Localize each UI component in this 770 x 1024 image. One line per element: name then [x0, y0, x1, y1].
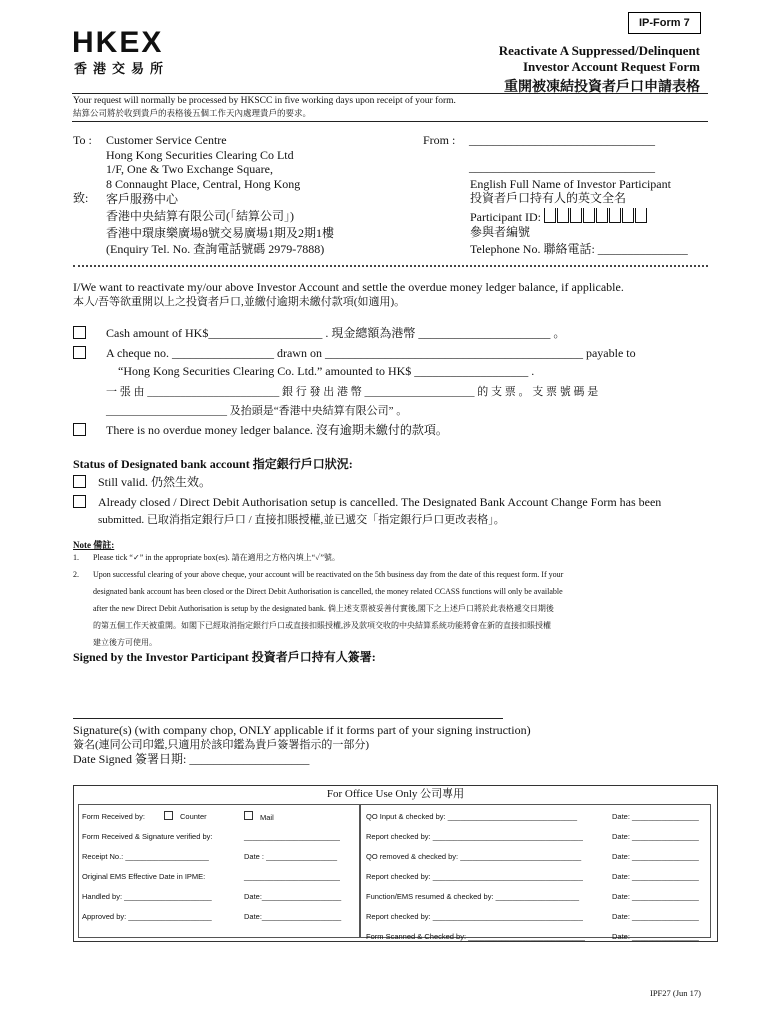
participant-id-digit-box[interactable]	[596, 208, 608, 223]
participant-id-row	[470, 208, 648, 225]
signature-line[interactable]	[73, 718, 503, 719]
form-title-line1: Reactivate A Suppressed/Delinquent	[498, 43, 700, 58]
signature-heading: Signed by the Investor Participant 投資者戶口持有人簽署:	[73, 650, 376, 664]
no-overdue-checkbox[interactable]	[73, 423, 86, 436]
office-use-heading: For Office Use Only 公司專用	[326, 788, 465, 800]
report-checked-date[interactable]: Date: ________________	[612, 872, 699, 881]
cheque-checkbox[interactable]	[73, 346, 86, 359]
function-resumed-date[interactable]: Date: ________________	[612, 892, 699, 901]
participant-no-cn: 參與者編號	[470, 225, 531, 239]
report-checked-date[interactable]: Date: ________________	[612, 912, 699, 921]
still-valid-checkbox[interactable]	[73, 475, 86, 488]
participant-id-digit-box[interactable]	[570, 208, 582, 223]
form-scanned-date[interactable]: Date: ________________	[612, 932, 699, 941]
hkex-logo: HKEX	[72, 26, 164, 59]
report-checked-field[interactable]: Report checked by: ____________________________________	[366, 912, 583, 921]
to-address-line: Customer Service Centre	[106, 133, 227, 147]
notes-heading: Note 備註:	[73, 540, 115, 550]
signature-verified-field[interactable]: _______________________	[244, 832, 340, 841]
counter-checkbox[interactable]	[164, 811, 173, 820]
cheque-line-2[interactable]: “Hong Kong Securities Clearing Co. Ltd.” amounted to HK$ ___________________ .	[118, 364, 535, 378]
from-blank-line-1[interactable]: _______________________________	[469, 133, 655, 147]
reactivate-request-en: I/We want to reactivate my/our above Investor Account and settle the overdue money ledger balance, if applicable.	[73, 280, 624, 294]
to-address-cn-line: 客戶服務中心	[106, 192, 179, 206]
note-2-line: 建立後方可使用。	[93, 638, 157, 647]
to-address-line: 8 Connaught Place, Central, Hong Kong	[106, 176, 301, 191]
cash-amount-line[interactable]: Cash amount of HK$___________________ . 現金總額為港幣 ______________________ 。	[106, 326, 566, 340]
closed-checkbox[interactable]	[73, 495, 86, 508]
report-checked-field[interactable]: Report checked by: ____________________________________	[366, 832, 583, 841]
to-address	[106, 133, 300, 191]
signature-verified-label: Form Received & Signature verified by:	[82, 832, 213, 841]
hkex-logo-chinese: 香港交易所	[74, 62, 170, 77]
note-2	[93, 566, 563, 651]
note-2-line: after the new Direct Debit Authorisation is setup by the designated bank. 倘上述支票被妥善付實後,閣下之上述戶口將於此表格遞交日期後	[93, 604, 554, 613]
mail-label: Mail	[260, 813, 274, 822]
to-address-line: 1/F, One & Two Exchange Square,	[106, 162, 273, 176]
dotted-separator	[73, 265, 708, 267]
participant-id-digit-box[interactable]	[583, 208, 595, 223]
note-1-number: 1.	[73, 553, 79, 562]
signature-instruction-en: Signature(s) (with company chop, ONLY applicable if it forms part of your signing instruction)	[73, 723, 531, 737]
ip-name-label-cn: 投資者戶口持有人的英文全名	[470, 191, 627, 205]
form-scanned-field[interactable]: Form Scanned & Checked by: ____________________________	[366, 932, 585, 941]
receipt-date-field[interactable]: Date : _________________	[244, 852, 338, 861]
participant-id-digit-box[interactable]	[635, 208, 647, 223]
note-2-line: 的第五個工作天被重開。如閣下已經取消指定銀行戶口或直接扣賬授權,涉及款項交收的中央結算系統功能將會在新的直接扣賬授權	[93, 621, 551, 630]
to-address-line: Hong Kong Securities Clearing Co Ltd	[106, 147, 294, 162]
to-address-cn-line: 香港中環康樂廣場8號交易廣場1期及2期1樓	[106, 226, 335, 240]
qo-input-field[interactable]: QO Input & checked by: _______________________________	[366, 812, 578, 821]
form-title-line2: Investor Account Request Form	[522, 59, 700, 74]
cheque-line-4-cn[interactable]: ______________________ 及抬頭是“香港中央結算有限公司” 。	[106, 405, 408, 417]
handled-by-field[interactable]: Handled by: _____________________	[82, 892, 212, 901]
header-divider	[72, 93, 708, 94]
from-blank-line-2[interactable]: _______________________________	[469, 160, 655, 174]
cheque-line-3-cn[interactable]: 一 張 由 ________________________ 銀 行 發 出 港 幣 ____________________ 的 支 票 。 支 票 號 碼 是	[106, 386, 599, 398]
enquiry-phone: (Enquiry Tel. No. 查詢電話號碼 2979-7888)	[106, 242, 325, 256]
participant-id-boxes[interactable]	[544, 210, 648, 224]
ems-effective-date-field[interactable]: _______________________	[244, 872, 340, 881]
form-code: IPF27 (Jun 17)	[650, 988, 702, 998]
date-signed-field[interactable]: Date Signed 簽署日期: ____________________	[73, 752, 310, 766]
participant-id-digit-box[interactable]	[622, 208, 634, 223]
ip-name-label-en: English Full Name of Investor Participant	[470, 177, 671, 191]
participant-id-digit-box[interactable]	[544, 208, 556, 223]
cash-checkbox[interactable]	[73, 326, 86, 339]
report-checked-field[interactable]: Report checked by: ____________________________________	[366, 872, 583, 881]
cheque-line-1[interactable]: A cheque no. _________________ drawn on ___________________________________________ payable to	[106, 346, 636, 360]
qo-input-date[interactable]: Date: ________________	[612, 812, 699, 821]
note-1: Please tick “✓” in the appropriate box(es). 請在適用之方格內填上“✓”號。	[93, 553, 340, 562]
reactivate-request-cn: 本人/吾等欲重開以上之投資者戶口,並繳付逾期未繳付款項(如適用)。	[73, 296, 406, 308]
form-received-label: Form Received by:	[82, 812, 145, 821]
qo-removed-date[interactable]: Date: ________________	[612, 852, 699, 861]
processing-notice-cn: 結算公司將於收到貴戶的表格後五個工作天內處理貴戶的要求。	[73, 108, 312, 118]
no-overdue-text: There is no overdue money ledger balance. 沒有逾期未繳付的款項。	[106, 423, 448, 437]
note-2-line: Upon successful clearing of your above cheque, your account will be reactivated on the 5th business day from the date of this request form. If your	[93, 570, 564, 579]
to-label: To :	[73, 133, 92, 147]
receipt-no-field[interactable]: Receipt No.: ____________________	[82, 852, 209, 861]
approved-date-field[interactable]: Date:___________________	[244, 912, 342, 921]
still-valid-text: Still valid. 仍然生效。	[98, 475, 212, 489]
form-number-badge: IP-Form 7	[628, 12, 701, 34]
approved-by-field[interactable]: Approved by: ____________________	[82, 912, 212, 921]
note-2-line: designated bank account has been closed or the Direct Debit Authorisation is cancelled, the money related CCASS functions will only be available	[93, 587, 563, 596]
mail-checkbox[interactable]	[244, 811, 253, 820]
participant-id-digit-box[interactable]	[609, 208, 621, 223]
from-label: From :	[423, 133, 456, 147]
notice-divider	[72, 121, 708, 122]
handled-date-field[interactable]: Date:___________________	[244, 892, 342, 901]
bank-status-heading: Status of Designated bank account 指定銀行戶口狀況:	[73, 457, 353, 471]
participant-id-label: Participant ID:	[470, 210, 541, 224]
office-use-box	[73, 785, 718, 942]
to-label-cn: 致:	[73, 191, 89, 205]
closed-text-line1: Already closed / Direct Debit Authorisation setup is cancelled. The Designated Bank Account Change Form has been	[98, 495, 662, 509]
telephone-field[interactable]: Telephone No. 聯絡電話: _______________	[470, 242, 688, 256]
counter-label: Counter	[180, 812, 207, 821]
qo-removed-field[interactable]: QO removed & checked by: _____________________________	[366, 852, 582, 861]
report-checked-date[interactable]: Date: ________________	[612, 832, 699, 841]
note-2-number: 2.	[73, 570, 79, 579]
participant-id-digit-box[interactable]	[557, 208, 569, 223]
to-address-cn-line: 香港中央結算有限公司(「結算公司」)	[106, 209, 294, 223]
form-title-chinese: 重開被凍結投資者戶口申請表格	[504, 80, 700, 95]
processing-notice-en: Your request will normally be processed by HKSCC in five working days upon receipt of your form.	[73, 96, 456, 106]
closed-text-line2: submitted. 已取消指定銀行戶口 / 直接扣賬授權,並已遞交「指定銀行戶口更改表格」。	[98, 514, 505, 526]
signature-instruction-cn: 簽名(連同公司印鑑,只適用於該印鑑為貴戶簽署指示的一部分)	[73, 739, 370, 751]
ems-effective-date-label: Original EMS Effective Date in IPME:	[82, 872, 206, 881]
function-resumed-field[interactable]: Function/EMS resumed & checked by: ____________________	[366, 892, 580, 901]
to-address-cn	[106, 191, 334, 242]
